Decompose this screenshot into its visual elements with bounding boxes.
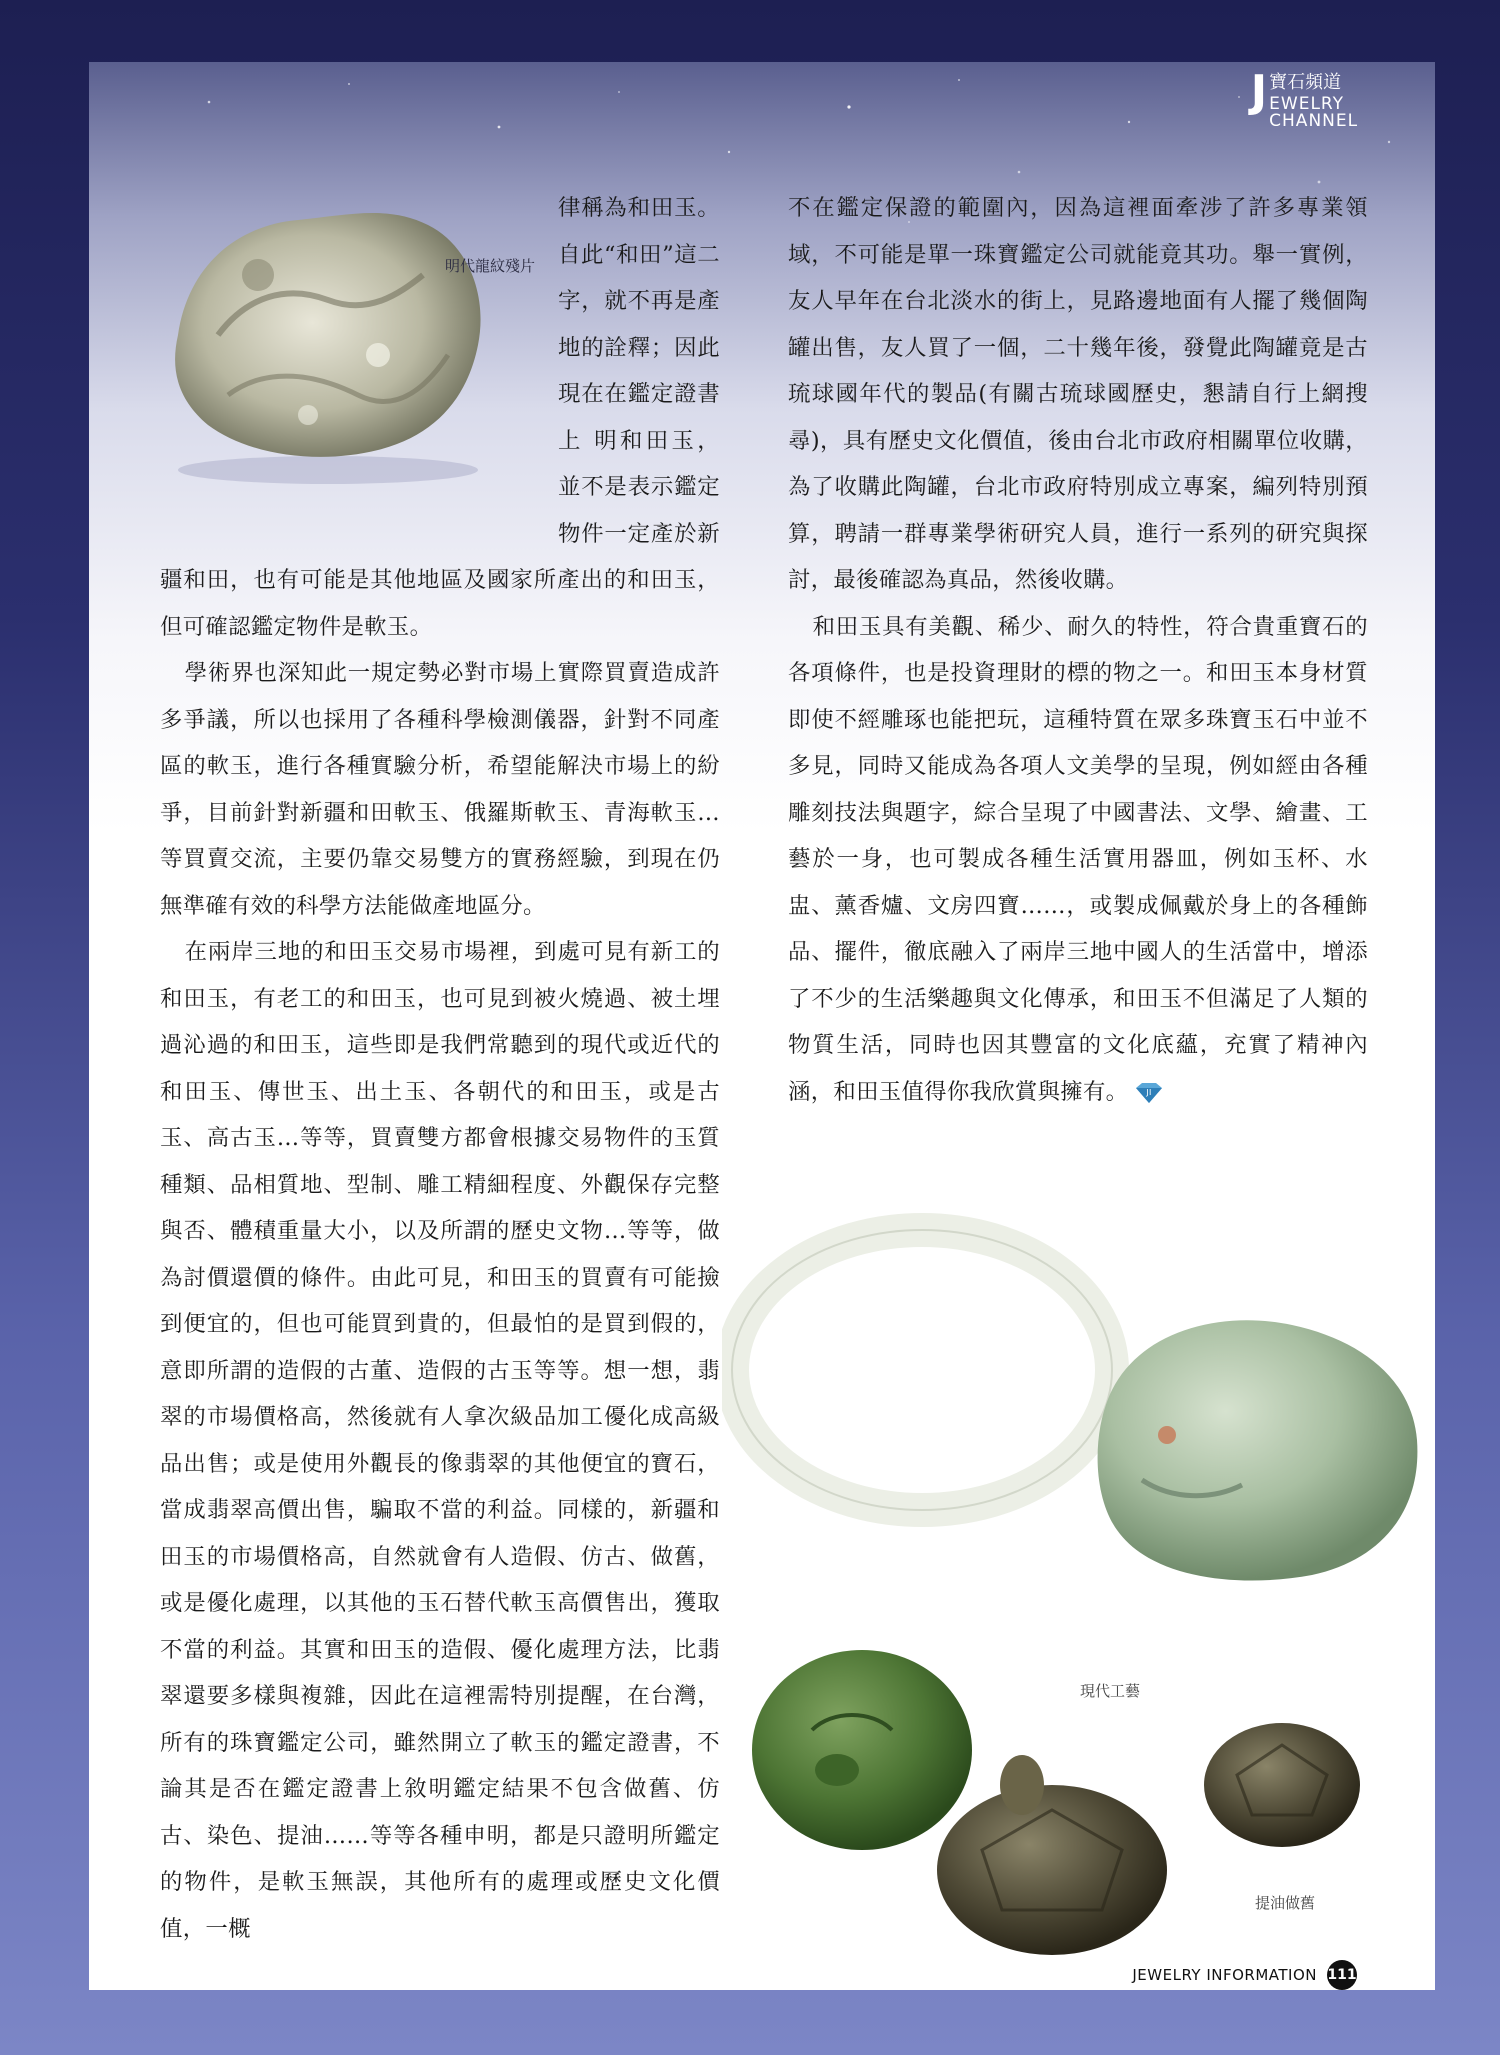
footer-label: JEWELRY INFORMATION <box>1132 1966 1317 1984</box>
oil-caption: 提油做舊 <box>1255 1894 1316 1912</box>
magazine-page <box>89 62 1435 1990</box>
left-paragraph-2: 學術界也深知此一規定勢必對市場上實際買賣造成許多爭議，所以也採用了各種科學檢測儀器，針對不同產區的軟玉，進行各種實驗分析，希望能解決市場上的紛爭，目前針對新疆和田軟玉、俄羅斯軟玉、青海軟玉…等買賣交流，主要仍靠交易雙方的實務經驗，到現在仍無準確有效的科學方法能做產地區分。 <box>160 660 720 919</box>
right-column <box>788 185 1368 1115</box>
jade-carvings-image <box>722 1210 1435 1990</box>
channel-brand <box>1250 66 1421 131</box>
brand-letter: J <box>1250 66 1268 117</box>
jade-beast-carving <box>1098 1320 1418 1580</box>
right-paragraph-1: 不在鑑定保證的範圍內，因為這裡面牽涉了許多專業領域，不可能是單一珠寶鑑定公司就能竟其功。舉一實例，友人早年在台北淡水的街上，見路邊地面有人擺了幾個陶罐出售，友人買了一個，二十幾年後，發覺此陶罐竟是古琉球國年代的製品(有關古琉球國歷史，懇請自行上網搜尋)，具有歷史文化價值，後由台北市政府相關單位收購，為了收購此陶罐，台北市政府特別成立專案，編列特別預算，聘請一群專業學術研究人員，進行一系列的研究與探討，最後確認為真品，然後收購。 <box>788 195 1368 593</box>
dragon-jade-image <box>148 185 508 495</box>
small-jade-turtle <box>1204 1723 1360 1847</box>
brand-en: EWELRY CHANNEL <box>1269 94 1359 131</box>
left-paragraph-1: 律稱為和田玉。自此“和田”這二字，就不再是產地的詮釋；因此現在在鑑定證書上 明和田玉，並不是表示鑑定物件一定產於新疆和田，也有可能是其他地區及國家所產出的和田玉，但可確認鑑定物件是軟玉。 <box>160 195 720 640</box>
left-column <box>160 185 720 1952</box>
right-paragraph-2: 和田玉具有美觀、稀少、耐久的特性，符合貴重寶石的各項條件，也是投資理財的標的物之一。和田玉本身材質即使不經雕琢也能把玩，這種特質在眾多珠寶玉石中並不多見，同時又能成為各項人文美學的呈現，例如經由各種雕刻技法與題字，綜合呈現了中國書法、文學、繪畫、工藝於一身，也可製成各種生活實用器皿，例如玉杯、水盅、薰香爐、文房四寶……，或製成佩戴於身上的各種飾品、擺件，徹底融入了兩岸三地中國人的生活當中，增添了不少的生活樂趣與文化傳承，和田玉不但滿足了人類的物質生活，同時也因其豐富的文化底蘊，充實了精神內涵，和田玉值得你我欣賞與擁有。 <box>788 613 1368 1105</box>
jade-photos <box>722 1210 1435 1990</box>
green-jade-pig <box>752 1650 972 1850</box>
diamond-end-icon <box>1134 1082 1164 1104</box>
modern-caption: 現代工藝 <box>1080 1682 1141 1700</box>
page-footer <box>1057 1960 1357 1990</box>
dragon-caption: 明代龍紋殘片 <box>445 257 536 275</box>
white-jade-bangle <box>732 1230 1112 1510</box>
left-paragraph-3: 在兩岸三地的和田玉交易市場裡，到處可見有新工的和田玉，有老工的和田玉，也可見到被火燒過、被土埋過沁過的和田玉，這些即是我們常聽到的現代或近代的和田玉、傳世玉、出土玉、各朝代的和田玉，或是古玉、高古玉…等等，買賣雙方都會根據交易物件的玉質種類、品相質地、型制、雕工精細程度、外觀保存完整與否、體積重量大小，以及所謂的歷史文物…等等，做為討價還價的條件。由此可見，和田玉的買賣有可能撿到便宜的，但也可能買到貴的，但最怕的是買到假的，意即所謂的造假的古董、造假的古玉等等。想一想，翡翠的市場價格高，然後就有人拿次級品加工優化成高級品出售；或是使用外觀長的像翡翠的其他便宜的寶石，當成翡翠高價出售，騙取不當的利益。同樣的，新疆和田玉的市場價格高，自然就會有人造假、仿古、做舊，或是優化處理，以其他的玉石替代軟玉高價售出，獲取不當的利益。其實和田玉的造假、優化處理方法，比翡翠還要多樣與複雜，因此在這裡需特別提醒，在台灣，所有的珠寶鑑定公司，雖然開立了軟玉的鑑定證書，不論其是否在鑑定證書上敘明鑑定結果不包含做舊、仿古、染色、提油……等等各種申明，都是只證明所鑑定的物件，是軟玉無誤，其他所有的處理或歷史文化價值，一概 <box>160 939 720 1942</box>
dragon-jade-figure <box>148 185 558 513</box>
svg-text:JI: JI <box>1146 1087 1153 1097</box>
page-number: 111 <box>1327 1960 1357 1990</box>
brand-zh: 寶石頻道 <box>1269 72 1342 93</box>
